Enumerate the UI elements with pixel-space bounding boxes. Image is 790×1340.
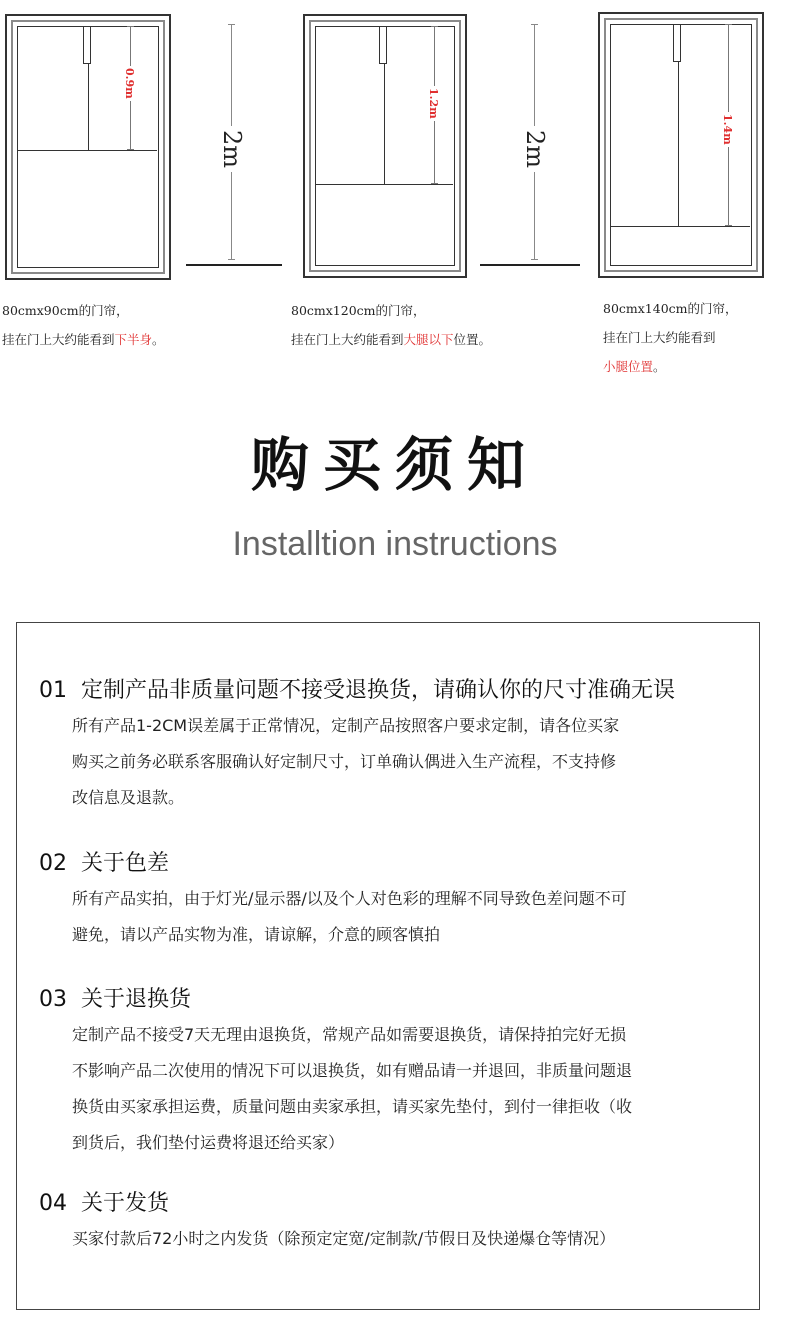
caption-2 — [291, 296, 491, 354]
height-label-1: 0.9m — [123, 68, 136, 99]
section-body — [72, 881, 712, 953]
section-title: 定制产品非质量问题不接受退换货，请确认你的尺寸准确无误 — [81, 678, 676, 703]
section-number: 02 — [39, 851, 67, 876]
caption-1-line2: 挂在门上大约能看到下半身。 — [2, 332, 165, 347]
section-body — [72, 1221, 712, 1257]
door-frame-3 — [598, 12, 764, 278]
section-title: 关于退换货 — [81, 987, 192, 1012]
section-title: 关于色差 — [81, 851, 170, 876]
body-line: 避免，请以产品实物为准，请谅解，介意的顾客慎拍 — [72, 925, 441, 944]
body-line: 所有产品实拍，由于灯光/显示器/以及个人对色彩的理解不同导致色差问题不可 — [72, 889, 627, 908]
total-height-label-1: 2m — [218, 126, 246, 172]
section-title: 关于发货 — [81, 1191, 170, 1216]
caption-1-line1: 80cmx90cm的门帘， — [2, 303, 129, 318]
section-number: 04 — [39, 1191, 67, 1216]
body-line: 到货后，我们垫付运费将退还给买家） — [72, 1133, 345, 1152]
caption-3-line1: 80cmx140cm的门帘， — [603, 301, 738, 316]
caption-1 — [2, 296, 165, 354]
section-01 — [39, 676, 739, 816]
page-title: 购买须知 — [250, 431, 539, 499]
section-body — [72, 708, 712, 816]
body-line: 购买之前务必联系客服确认好定制尺寸，订单确认偶进入生产流程，不支持修 — [72, 752, 617, 771]
curtain-bottom-edge-2 — [315, 184, 453, 185]
body-line: 改信息及退款。 — [72, 788, 185, 807]
total-height-label-2: 2m — [521, 126, 549, 172]
door-handle-1 — [83, 26, 91, 64]
caption-2-line1: 80cmx120cm的门帘， — [291, 303, 426, 318]
body-line: 不影响产品二次使用的情况下可以退换货，如有赠品请一并退回，非质量问题退 — [72, 1061, 633, 1080]
height-label-3: 1.4m — [721, 114, 734, 145]
section-number: 01 — [39, 678, 67, 703]
page-subtitle: Installtion instructions — [232, 525, 558, 563]
body-line: 买家付款后72小时之内发货（除预定定宽/定制款/节假日及快递爆仓等情况） — [72, 1229, 616, 1248]
section-heading — [39, 985, 739, 1015]
caption-3-line3: 小腿位置。 — [603, 359, 666, 374]
section-04 — [39, 1189, 739, 1257]
section-03 — [39, 985, 739, 1161]
instructions-box — [16, 622, 760, 1310]
section-heading — [39, 1189, 739, 1219]
section-body — [72, 1017, 712, 1161]
door-handle-2 — [379, 26, 387, 64]
curtain-bottom-edge-1 — [17, 150, 157, 151]
door-curtain-illustrations — [0, 0, 790, 380]
caption-3 — [603, 294, 738, 381]
body-line: 换货由买家承担运费，质量问题由卖家承担，请买家先垫付，到付一律拒收（收 — [72, 1097, 633, 1116]
body-line: 定制产品不接受7天无理由退换货，常规产品如需要退换货，请保持拍完好无损 — [72, 1025, 627, 1044]
section-heading — [39, 849, 739, 879]
curtain-bottom-edge-3 — [610, 226, 750, 227]
section-02 — [39, 849, 739, 953]
door-handle-3 — [673, 24, 681, 62]
height-label-2: 1.2m — [427, 88, 440, 119]
caption-3-line2: 挂在门上大约能看到 — [603, 330, 716, 345]
body-line: 所有产品1-2CM误差属于正常情况，定制产品按照客户要求定制，请各位买家 — [72, 716, 620, 735]
section-heading — [39, 676, 739, 706]
floor-line-2 — [480, 264, 580, 266]
section-number: 03 — [39, 987, 67, 1012]
floor-line-1 — [186, 264, 282, 266]
caption-2-line2: 挂在门上大约能看到大腿以下位置。 — [291, 332, 492, 347]
